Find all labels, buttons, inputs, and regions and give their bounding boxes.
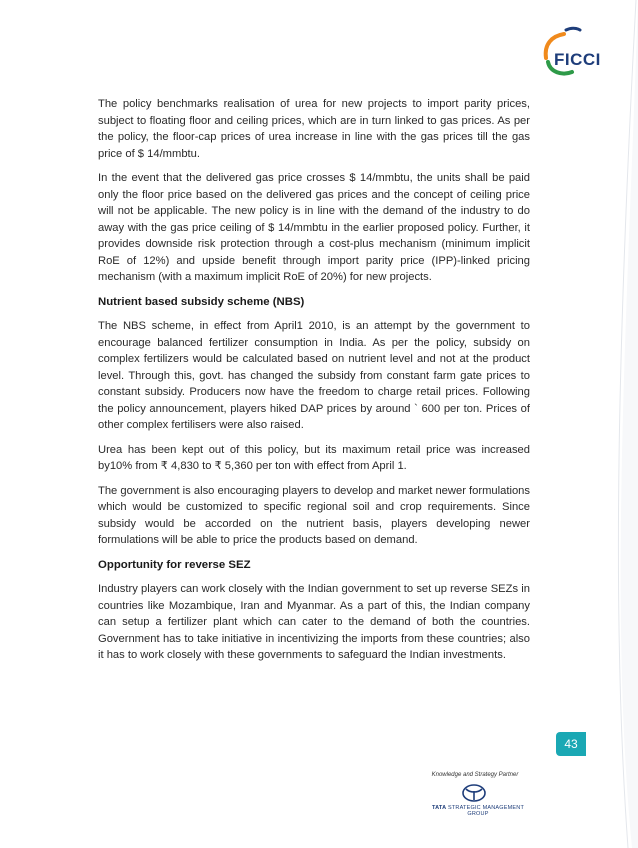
decorative-swoosh <box>598 0 638 848</box>
section-heading-nbs: Nutrient based subsidy scheme (NBS) <box>98 295 305 308</box>
tata-logo-icon <box>462 784 486 802</box>
ficci-logo-mark <box>536 18 636 80</box>
tata-brand: TATA <box>432 805 447 811</box>
paragraph: Urea has been kept out of this policy, but its maximum retail price was increased by10% from ₹ 4,830 to ₹ 5,360 per ton with effect from April 1. <box>98 443 530 472</box>
partner-label: Knowledge and Strategy Partner <box>431 772 519 778</box>
logo-text: FICCI <box>554 50 601 69</box>
paragraph: The government is also encouraging players to develop and market newer formulations which would be customized to specific regional soil and crop requirements. Since subsidy would be accorded on the nutrient basis, players developing newer formulations will be able to price the products based on demand. <box>98 484 530 546</box>
paragraph: In the event that the delivered gas price crosses $ 14/mmbtu, the units shall be paid only the floor price based on the delivered gas prices and the concept of ceiling price will not be applicable. The new policy is in line with the demand of the industry to do away with the gas price ceiling of $ 14/mmbtu in the earlier proposed policy. Further, it provides downside risk protection through a cost-plus mechanism (minimum implicit RoE of 12%) and upside benefit through import parity price (IPP)-linked pricing mechanism (with a maximum implicit RoE of 20%) for new projects. <box>98 172 530 283</box>
tata-group: STRATEGIC MANAGEMENT GROUP <box>447 805 524 817</box>
paragraph: The policy benchmarks realisation of urea for new projects to import parity prices, subject to floating floor and ceiling prices, which are in turn linked to gas prices. As per the policy, the floor-cap prices of urea increase in line with the gas prices till the gas price of $ 14/mmbtu. <box>98 98 530 160</box>
paragraph: Industry players can work closely with the Indian government to set up reverse SEZs in countries like Mozambique, Iran and Myanmar. As a part of this, the Indian company can setup a fertilizer plant which can cater to the demand of both the countries. Government has to take initiative in incentivizing the imports from these countries; also it has to work closely with these governments to safeguard the Indian investments. <box>98 583 530 661</box>
tata-group-name <box>426 805 530 817</box>
paragraph: The NBS scheme, in effect from April1 2010, is an attempt by the government to encourage balanced fertilizer consumption in India. As per the policy, subsidy on complex fertilizers would be calculated based on nutrient level and not at the product level. Through this, govt. has changed the subsidy from constant farm gate prices to constant subsidy. Producers now have the freedom to charge retail prices. Following the policy announcement, players hiked DAP prices by around ` 600 per ton. Prices of other complex fertilisers were also raised. <box>98 320 530 431</box>
body-text <box>98 96 530 672</box>
section-heading-sez: Opportunity for reverse SEZ <box>98 558 251 571</box>
page-number: 43 <box>556 732 586 756</box>
ficci-logo <box>536 18 636 80</box>
